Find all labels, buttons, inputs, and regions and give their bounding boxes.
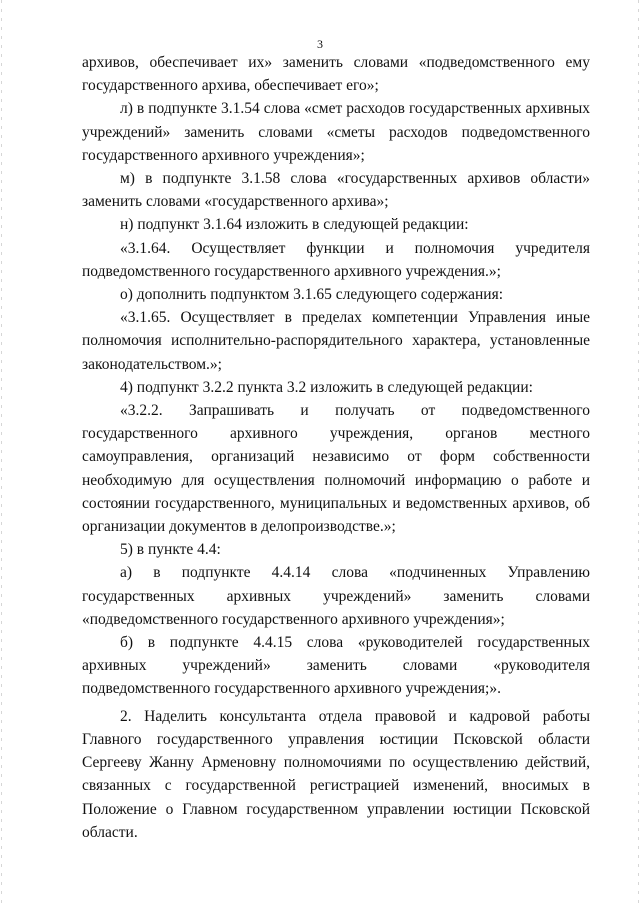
paragraph-item-b: б) в подпункте 4.4.15 слова «руководителей государственных архивных учреждений» заменить словами «руководителя подведомственного государственного архивного учреждения;». (82, 634, 590, 698)
paragraph-item-2: 2. Наделить консультанта отдела правовой и кадровой работы Главного государственного управления юстиции Псковской области Сергееву Жанну Арменовну полномочиями по осуществлению действий, связанных с государственной регистрацией изменений, вносимых в Положение о Главном государственном управлении юстиции Псковской области. (82, 707, 590, 841)
paragraph-item-a: а) в подпункте 4.4.14 слова «подчиненных Управлению государственных архивных учреждений» заменить словами «подведомственного государственного архивного учреждения»; (82, 564, 590, 628)
paragraph-item-n: н) подпункт 3.1.64 изложить в следующей редакции: (120, 216, 469, 234)
scan-edge-left (1, 0, 2, 905)
paragraph-quote-3-1-65: «3.1.65. Осуществляет в пределах компетенции Управления иные полномочия исполнительно-распорядительного характера, установленные законодательством.»; (82, 309, 590, 373)
paragraph-item-l: л) в подпункте 3.1.54 слова «смет расходов государственных архивных учреждений» заменить словами «сметы расходов подведомственного государственного архивного учреждения»; (82, 100, 590, 164)
paragraph-quote-3-1-64: «3.1.64. Осуществляет функции и полномочия учредителя подведомственного государственного архивного учреждения.»; (82, 239, 590, 280)
document-body (82, 51, 590, 844)
paragraph-item-m: м) в подпункте 3.1.58 слова «государственных архивов области» заменить словами «государственного архива»; (82, 170, 590, 211)
paragraph-quote-3-2-2: «3.2.2. Запрашивать и получать от подведомственного государственного архивного учреждения, органов местного самоуправления, организаций независимо от форм собственности необходимую для осуществления полномочий информацию о работе и состоянии государственного, муниципальных и ведомственных архивов, об организации документов в делопроизводстве.»; (82, 402, 590, 536)
scan-edge-right (638, 0, 639, 905)
paragraph-item-o: о) дополнить подпунктом 3.1.65 следующего содержания: (120, 286, 504, 304)
paragraph-item-4: 4) подпункт 3.2.2 пункта 3.2 изложить в следующей редакции: (120, 378, 533, 396)
paragraph-continuation: архивов, обеспечивает их» заменить словами «подведомственного ему государственного архива, обеспечивает его»; (82, 54, 590, 95)
page-number: 3 (317, 37, 323, 51)
paragraph-item-5: 5) в пункте 4.4: (120, 541, 221, 559)
